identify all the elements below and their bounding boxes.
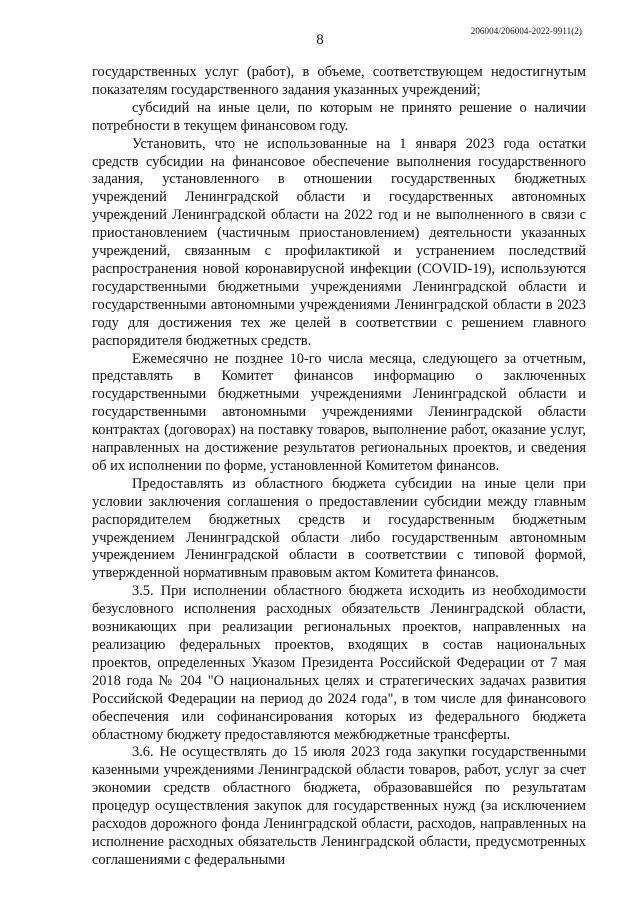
paragraph-3: Установить, что не использованные на 1 января 2023 года остатки средств субсидии на финансовое обеспечение выполнения государственного задания, установленного в отношении государственных бюджетных учреждений Ленинградской области и государственных автономных учреждений Ленинградской области на 2022 год и не выполненного в связи с приостановлением (частичным приостановлением) деятельности указанных учреждений, связанным с профилактикой и устранением последствий распространения новой коронавирусной инфекции (COVID-19), используются государственными бюджетными учреждениями Ленинградской области и государственными автономными учреждениями Ленинградской области в 2023 году для достижения тех же целей в соответствии с решением главного распорядителя бюджетных средств.: [92, 135, 586, 349]
paragraph-2: субсидий на иные цели, по которым не принято решение о наличии потребности в текущем финансовом году.: [92, 99, 586, 134]
paragraph-7: 3.6. Не осуществлять до 15 июля 2023 года закупки государственными казенными учреждениями Ленинградской области товаров, работ, услуг за счет экономии средств областного бюджета, образовавшейся по результатам процедур осуществления закупок для государственных нужд (за исключением расходов дорожного фонда Ленинградской области, расходов, направленных на исполнение расходных обязательств Ленинградской области, предусмотренных соглашениями с федеральными: [92, 744, 586, 868]
page-number: 8: [316, 32, 324, 48]
paragraph-5: Предоставлять из областного бюджета субсидии на иные цели при условии заключения соглашения о предоставлении субсидии между главным распорядителем бюджетных средств и государственным бюджетным учреждением Ленинградской области либо государственным автономным учреждением Ленинградской области в соответствии с типовой формой, утвержденной нормативным правовым актом Комитета финансов.: [92, 475, 586, 582]
document-id: 206004/206004-2022-9911(2): [470, 26, 582, 36]
paragraph-6: 3.5. При исполнении областного бюджета исходить из необходимости безусловного исполнения расходных обязательств Ленинградской области, возникающих при реализации региональных проектов, направленных на реализацию федеральных проектов, входящих в состав национальных проектов, определенных Указом Президента Российской Федерации от 7 мая 2018 года № 204 "О национальных целях и стратегических задачах развития Российской Федерации на период до 2024 года", в том числе для финансового обеспечения или софинансирования которых из федерального бюджета областному бюджету предоставляются межбюджетные трансферты.: [92, 583, 586, 743]
paragraph-4: Ежемесячно не позднее 10-го числа месяца, следующего за отчетным, представлять в Комитет финансов информацию о заключенных государственными бюджетными учреждениями Ленинградской области и государственными автономными учреждениями Ленинградской области контрактах (договорах) на поставку товаров, выполнение работ, оказание услуг, направленных на достижение результатов региональных проектов, и сведения об их исполнении по форме, установленной Комитетом финансов.: [92, 350, 586, 474]
paragraph-1: государственных услуг (работ), в объеме, соответствующем недостигнутым показателям государственного задания указанных учреждений;: [92, 64, 586, 98]
document-body: [92, 64, 586, 870]
